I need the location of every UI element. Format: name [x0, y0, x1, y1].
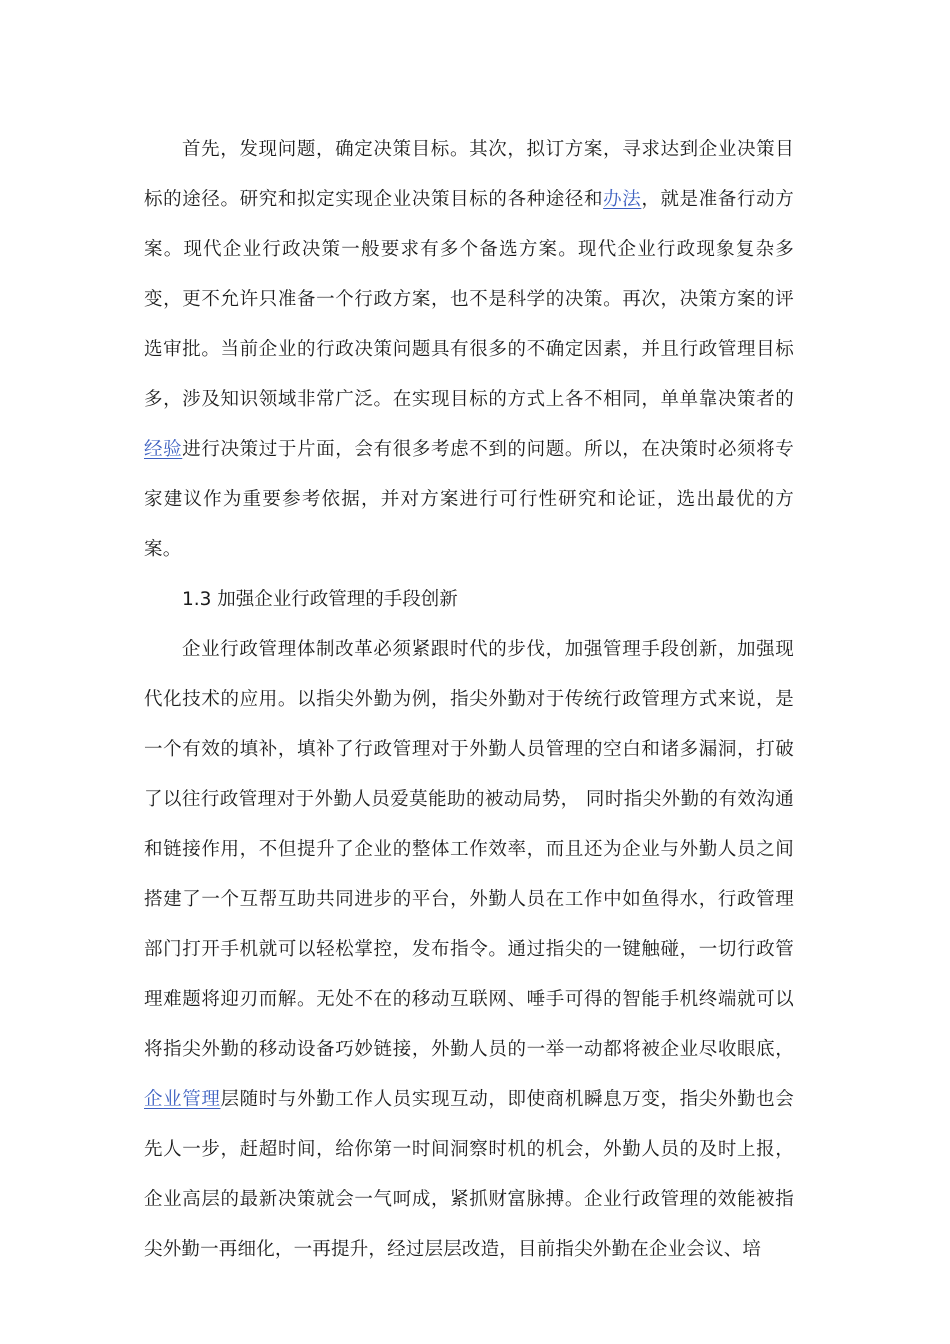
paragraph-text: 进行决策过于片面，会有很多考虑不到的问题。所以，在决策时必须将专家建议作为重要参考依据，并对方案进行可行性研究和论证，选出最优的方案。 — [144, 439, 794, 560]
paragraph-text: 层随时与外勤工作人员实现互动，即使商机瞬息万变，指尖外勤也会先人一步，赶超时间，给你第一时间洞察时机的机会，外勤人员的及时上报，企业高层的最新决策就会一气呵成，紧抓财富脉搏。企业行政管理的效能被指尖外勤一再细化，一再提升，经过层层改造，目前指尖外勤在企业会议、培 — [144, 1089, 794, 1260]
paragraph-text: 首先，发现问题，确定决策目标。其次，拟订方案，寻求达到企业决策目标的途径。研究和拟定实现企业决策目标的各种途径和 — [144, 139, 794, 210]
link-qiye-guanli[interactable]: 企业管理 — [144, 1089, 221, 1110]
section-heading: 1.3 加强企业行政管理的手段创新 — [182, 589, 458, 610]
link-jingyan[interactable]: 经验 — [144, 439, 183, 460]
document-body — [144, 125, 794, 1275]
paragraph-text: ，就是准备行动方案。现代企业行政决策一般要求有多个备选方案。现代企业行政现象复杂多变，更不允许只准备一个行政方案，也不是科学的决策。再次，决策方案的评选审批。当前企业的行政决策问题具有很多的不确定因素，并且行政管理目标多，涉及知识领域非常广泛。在实现目标的方式上各不相同，单单靠决策者的 — [144, 189, 794, 410]
paragraph-text: 企业行政管理体制改革必须紧跟时代的步伐，加强管理手段创新，加强现代化技术的应用。以指尖外勤为例，指尖外勤对于传统行政管理方式来说，是一个有效的填补，填补了行政管理对于外勤人员管理的空白和诸多漏洞，打破了以往行政管理对于外勤人员爱莫能助的被动局势， 同时指尖外勤的有效沟通和链接作用，不但提升了企业的整体工作效率，而且还为企业与外勤人员之间搭建了一个互帮互助共同进步的平台，外勤人员在工作中如鱼得水，行政管理部门打开手机就可以轻松掌控，发布指令。通过指尖的一键触碰，一切行政管理难题将迎刃而解。无处不在的移动互联网、唾手可得的智能手机终端就可以将指尖外勤的移动设备巧妙链接，外勤人员的一举一动都将被企业尽收眼底， — [144, 639, 794, 1060]
paragraph-decision-steps — [144, 125, 794, 575]
link-banfa[interactable]: 办法 — [603, 189, 642, 210]
paragraph-management-innovation — [144, 625, 794, 1275]
